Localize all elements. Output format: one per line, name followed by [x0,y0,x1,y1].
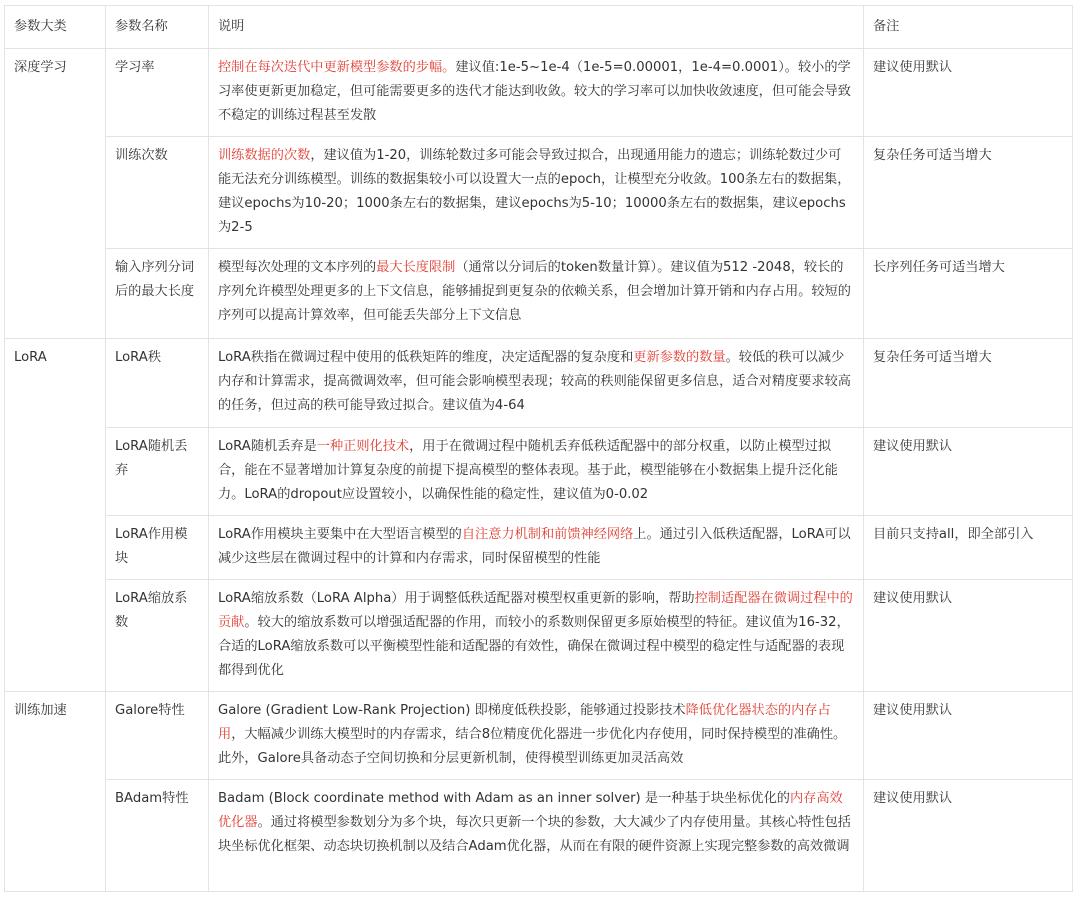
highlighted-text: 最大长度限制 [376,260,456,275]
description-cell [209,428,864,516]
description-text: （通常以分词后的token数量计算）。建议值为512 -2048，较长的序列允许模型处理更多的上下文信息，能够捕捉到更复杂的依赖关系，但会增加计算开销和内存占用。较短的序列可以提高计算效率，但可能丢失部分上下文信息 [218,260,851,323]
note-cell: 复杂任务可适当增大 [864,137,1073,249]
description-cell [209,692,864,780]
description-text: LoRA缩放系数（LoRA Alpha）用于调整低秩适配器对模型权重更新的影响，帮助 [218,591,695,606]
table-row [5,249,1073,339]
table-header-row [5,6,1073,49]
param-name-cell: LoRA作用模块 [106,516,209,580]
param-name-cell: 学习率 [106,49,209,137]
description-cell [209,580,864,692]
description-text: 。较大的缩放系数可以增强适配器的作用，而较小的系数则保留更多原始模型的特征。建议值为16-32，合适的LoRA缩放系数可以平衡模型性能和适配器的有效性，确保在微调过程中模型的稳定性与适配器的表现都得到优化 [218,615,850,678]
note-cell: 建议使用默认 [864,580,1073,692]
header-description: 说明 [209,6,864,49]
description-text: 模型每次处理的文本序列的 [218,260,377,275]
description-text: ，建议值为1-20，训练轮数过多可能会导致过拟合，出现通用能力的遗忘；训练轮数过少可能无法充分训练模型。训练的数据集较小可以设置大一点的epoch，让模型充分收敛。100条左右的数据集，建议epochs为10-20；1000条左右的数据集，建议epochs为5-10；10000条左右的数据集，建议epochs为2-5 [218,148,851,235]
parameter-table [4,5,1073,892]
header-note: 备注 [864,6,1073,49]
table-row [5,49,1073,137]
table-row [5,428,1073,516]
param-name-cell: LoRA随机丢弃 [106,428,209,516]
description-text: LoRA随机丢弃是 [218,439,317,454]
note-cell: 复杂任务可适当增大 [864,339,1073,428]
highlighted-text: 更新参数的数量 [633,350,726,365]
description-text: LoRA秩指在微调过程中使用的低秩矩阵的维度，决定适配器的复杂度和 [218,350,634,365]
param-name-cell: Galore特性 [106,692,209,780]
note-cell: 建议使用默认 [864,428,1073,516]
description-text: 建议值:1e-5~1e-4（1e-5=0.00001，1e-4=0.0001）。较小的学习率使更新更加稳定，但可能需要更多的迭代才能达到收敛。较大的学习率可以加快收敛速度，但可能会导致不稳定的训练过程甚至发散 [218,60,851,123]
table-row [5,516,1073,580]
description-cell [209,249,864,339]
description-cell [209,137,864,249]
note-cell: 建议使用默认 [864,49,1073,137]
note-cell: 长序列任务可适当增大 [864,249,1073,339]
table-body [5,49,1073,892]
table-row [5,580,1073,692]
description-text: 。通过将模型参数划分为多个块，每次只更新一个块的参数，大大减少了内存使用量。其核心特性包括块坐标优化框架、动态块切换机制以及结合Adam优化器，从而在有限的硬件资源上实现完整参数的高效微调 [218,815,851,854]
table-row [5,137,1073,249]
table-row [5,339,1073,428]
header-category: 参数大类 [5,6,106,49]
param-name-cell: LoRA缩放系数 [106,580,209,692]
param-name-cell: LoRA秩 [106,339,209,428]
description-text: ，用于在微调过程中随机丢弃低秩适配器中的部分权重，以防止模型过拟合，能在不显著增加计算复杂度的前提下提高模型的整体表现。基于此，模型能够在小数据集上提升泛化能力。LoRA的dropout应设置较小，以确保性能的稳定性，建议值为0-0.02 [218,439,838,502]
highlighted-text: 降低优化器状态的内存占用 [218,703,831,742]
note-cell: 建议使用默认 [864,692,1073,780]
description-cell [209,780,864,892]
description-text: 。较低的秩可以减少内存和计算需求，提高微调效率，但可能会影响模型表现；较高的秩则能保留更多信息，适合对精度要求较高的任务，但过高的秩可能导致过拟合。建议值为4-64 [218,350,851,413]
table-row [5,780,1073,892]
description-text: Galore (Gradient Low-Rank Projection) 即梯度低秩投影，能够通过投影技术 [218,703,686,718]
highlighted-text: 一种正则化技术 [316,439,410,454]
note-cell: 建议使用默认 [864,780,1073,892]
highlighted-text: 内存高效优化器 [218,791,843,830]
param-name-cell: 训练次数 [106,137,209,249]
category-cell: LoRA [5,339,106,692]
description-text: LoRA作用模块主要集中在大型语言模型的 [218,527,462,542]
highlighted-text: 控制在每次迭代中更新模型参数的步幅。 [218,60,456,75]
description-text: 上。通过引入低秩适配器，LoRA可以减少这些层在微调过程中的计算和内存需求，同时保留模型的性能 [218,527,851,566]
description-cell [209,516,864,580]
description-text: ，大幅减少训练大模型时的内存需求，结合8位精度优化器进一步优化内存使用，同时保持模型的准确性。此外，Galore具备动态子空间切换和分层更新机制，使得模型训练更加灵活高效 [218,727,847,766]
param-name-cell: BAdam特性 [106,780,209,892]
note-cell: 目前只支持all，即全部引入 [864,516,1073,580]
highlighted-text: 自注意力机制和前馈神经网络 [461,527,634,542]
table-row [5,692,1073,780]
description-text: Badam (Block coordinate method with Adam as an inner solver) 是一种基于块坐标优化的 [218,791,790,806]
category-cell: 训练加速 [5,692,106,892]
highlighted-text: 控制适配器在微调过程中的贡献 [218,591,853,630]
description-cell [209,339,864,428]
header-name: 参数名称 [106,6,209,49]
highlighted-text: 训练数据的次数 [218,148,311,163]
category-cell: 深度学习 [5,49,106,339]
param-name-cell: 输入序列分词后的最大长度 [106,249,209,339]
description-cell [209,49,864,137]
